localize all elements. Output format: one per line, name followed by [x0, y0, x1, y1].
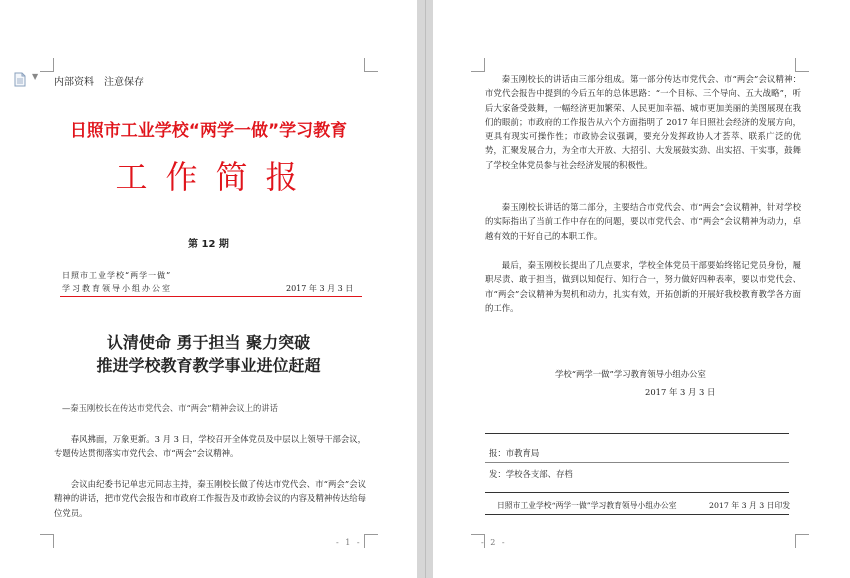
red-divider [60, 296, 362, 297]
page-2 [433, 0, 850, 578]
crop-mark [364, 58, 378, 72]
body-paragraph-1: 春风拂面，万象更新。3 月 3 日，学校召开全体党员及中层以上领导干部会议，专题传达贯彻落实市党代会、市“两会”会议精神。 [54, 434, 366, 459]
body-paragraph-2: 会议由纪委书记单忠元同志主持，秦玉刚校长做了传达市党代会、市“两会”会议精神的讲话，把市党代会报告和市政府工作报告及市政协会议的内容及精神传达给每位党员。 [54, 479, 366, 518]
page-number: - 1 - [336, 538, 362, 547]
send-to-line: 发：学校各支部、存档 [489, 469, 573, 479]
page-number: - 2 - [481, 538, 507, 547]
crop-mark [795, 534, 809, 548]
crop-mark [364, 534, 378, 548]
issue-number: 第 12 期 [188, 239, 229, 250]
body-paragraph-2: 秦玉刚校长讲话的第二部分，主要结合市党代会、市“两会”会议精神，针对学校的实际指出了当前工作中存在的问题，要以市党代会、市“两会”会议精神为动力，卓越有效的干好自己的本职工作。 [485, 202, 801, 241]
page-1 [0, 0, 417, 578]
distribution-rule-top [485, 433, 789, 434]
signature-date: 2017 年 3 月 3 日 [645, 387, 716, 397]
signature-org: 学校“两学一做”学习教育领导小组办公室 [555, 369, 706, 379]
gutter-divider [425, 0, 426, 578]
org-line-2: 学习教育领导小组办公室 [62, 284, 172, 293]
chevron-down-icon[interactable]: ▼ [32, 72, 39, 81]
crop-mark [40, 534, 54, 548]
body-paragraph-3: 最后，秦玉刚校长提出了几点要求，学校全体党员干部要始终铭记党员身份，履职尽责、敢于担当，做到以知促行、知行合一，努力做好四种表率，要以市党代会、市“两会”会议精神为契机和动力，扎实有效，开拓创新的开展好我校教育教学各方面的工作。 [485, 260, 801, 313]
bulletin-title: 日照市工业学校“两学一做”学习教育 [69, 121, 348, 141]
org-line-1: 日照市工业学校“两学一做” [62, 271, 172, 280]
issue-date: 2017 年 3 月 3 日 [286, 284, 354, 293]
bulletin-big-title: 工作简报 [115, 158, 316, 196]
crop-mark [795, 58, 809, 72]
headline-subtitle: —秦玉刚校长在传达市党代会、市“两会”精神会议上的讲话 [62, 403, 278, 413]
footer-rule-top [485, 492, 789, 493]
footer-org: 日照市工业学校“两学一做”学习教育领导小组办公室 [497, 501, 677, 510]
crop-mark [471, 58, 485, 72]
distribution-rule-mid [485, 462, 789, 463]
report-to-line: 报：市教育局 [489, 448, 540, 458]
header-label: 内部资料 注意保存 [54, 77, 144, 88]
crop-mark [40, 58, 54, 72]
headline-line-2: 推进学校教育教学事业进位赶超 [96, 356, 321, 375]
document-icon[interactable] [14, 72, 26, 87]
headline-line-1: 认清使命 勇于担当 聚力突破 [106, 333, 311, 352]
body-paragraph-1: 秦玉刚校长的讲话由三部分组成。第一部分传达市党代会、市“两会”会议精神：市党代会报告中提到的今后五年的总体思路：“一个目标、三个导向、五大战略”，听后大家备受鼓舞，一幅经济更加繁荣、人民更加幸福、城市更加美丽的美图展现在我们的眼前；市政府的工作报告从六个方面指明了 2017 年日照社会经济的发展方向，更具有现实可操作性；市政协会议强调，要充分发挥政协人才荟萃、联系广泛的优势，汇聚发展合力，为全市大开放、大招引、大发展鼓实劲、出实招、干实事，鼓舞了学校全体党员参与社会经济发展的积极性。 [485, 74, 801, 170]
footer-rule-bottom [485, 514, 789, 515]
footer-date: 2017 年 3 月 3 日印发 [709, 501, 791, 510]
